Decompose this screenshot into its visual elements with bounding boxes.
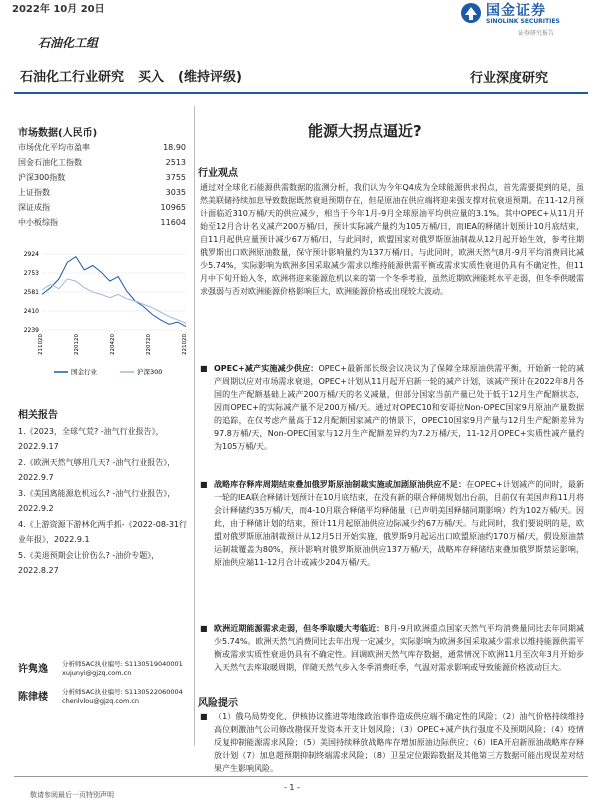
analyst-name: 陈律楼 — [18, 692, 48, 703]
market-label: 上证指数 — [18, 188, 50, 197]
market-value: 2513 — [165, 158, 186, 167]
header-divider — [14, 92, 588, 94]
bullet-dot-icon: ■ — [200, 364, 208, 373]
bullet-text — [214, 478, 584, 569]
x-tick-label: 220420 — [110, 334, 116, 355]
risk-text: （1）俄乌局势变化、伊核协议推进等地缘政治事件造成供应端不确定性的风险；（2）油气价格持续维持高位刺激油气公司修改勘探开发资本开支计划风险；（3）OPEC+减产执行强度不及预期风险；（4）疫情反复抑制能源需求风险；（5）美国持续释放战略库存增加原油边际供应；（6）IEA开启新原油战略库存释放计划（7）加息超预期抑制终端需求风险；（8）卫星定位跟踪数据及其他第三方数据可能出现误差对结果产生影响风险。 — [214, 712, 584, 773]
brand-name-cn: 国金证券 — [486, 3, 546, 19]
table-row — [18, 200, 186, 215]
y-tick-label: 2581 — [23, 289, 39, 296]
analyst-role: 分析师SAC执业编号: S1130522060004 — [62, 688, 183, 696]
column-divider — [194, 106, 195, 746]
market-value: 3035 — [165, 188, 186, 197]
list-item[interactable]: 4.《上游资源下游林化两手抓-《2022-08-31行业年报》，2022.9.1 — [18, 520, 188, 544]
market-value: 3755 — [165, 173, 186, 182]
bullet-lead: 欧洲近期能源需求走弱，但冬季取暖大考临近： — [214, 624, 385, 633]
analyst-name: 许隽逸 — [18, 664, 48, 675]
bullet-dot-icon: ■ — [200, 480, 208, 489]
index-trend-chart — [14, 246, 190, 386]
series-line — [42, 257, 186, 327]
rating-action: 买入 — [138, 70, 165, 85]
legend-label: 沪深300 — [137, 368, 163, 376]
bullet-lead: OPEC+减产实施减少供应： — [214, 364, 319, 373]
section-heading-view: 行业观点 — [198, 168, 238, 179]
footer-disclaimer[interactable]: 敬请参阅最后一页特别声明 — [30, 791, 114, 799]
table-row — [18, 170, 186, 185]
list-item[interactable]: 3.《美国离能源危机远么? -油气行业报告》，2022.9.2 — [18, 489, 176, 513]
brand-name-en: SINOLINK SECURITIES — [486, 18, 560, 25]
report-date: 2022年 10月 20日 — [12, 4, 105, 15]
bullet-body: OPEC+最新部长级会议决议为了保障全球原油供需平衡，开始新一轮的减产周期以应对市场需求衰退，OPEC+计划从11月起开启新一轮的减产计划，该减产预计在2022年8月各国的生产配额基础上减产200万桶/天的名义减量，但部分国家当前产量已处于低于12月生产配额状态，因而OPEC+的实际减产量不足200万桶/天。通过对OPEC10和安哥拉Non-OPEC国家9月原油产量数据的追踪，在仅考虑产量高于12月配额国家减产的情景下，OPEC10国家9月产量与12月生产配额差异为97.8万桶/天，Non-OPEC国家与12月生产配额差异约为7.2万桶/天，11-12月OPEC+实质性减产量约为105万桶/天。 — [214, 364, 584, 451]
bullet-europe — [200, 622, 584, 674]
analyst-email[interactable]: xujunyi@gjzq.com.cn — [62, 669, 132, 677]
related-reports-list — [18, 424, 190, 579]
x-tick-label: 211020 — [38, 334, 44, 355]
bullet-reserve — [200, 478, 584, 569]
market-data-table — [18, 140, 186, 230]
bullet-body: 8月-9月欧洲重点国家天然气平均消费量同比去年同期减少5.74%。欧洲天然气消费同比去年出现一定减少，实际影响为欧洲多国采取减少需求以维持能源供需平衡或需求实质性衰退仍具有不确定性。回调欧洲天然气库存数据，通常情况下欧洲11月至次年3月开始步入天然气去库取暖周期，伴随天然气步入冬季消费旺季，气温对需求影响或导致能源价格波动巨大。 — [214, 624, 584, 672]
y-tick-label: 2924 — [23, 251, 39, 258]
rating-note: (维持评级) — [178, 70, 242, 85]
list-item[interactable]: 1.《2023，全球气荒? -油气行业报告》，2022.9.17 — [18, 427, 164, 451]
brand-logo — [456, 0, 586, 40]
team-name: 石油化工组 — [38, 36, 99, 50]
analyst-info — [62, 660, 183, 678]
market-data-heading: 市场数据(人民币) — [18, 128, 98, 139]
sinolink-logo-icon — [460, 2, 482, 24]
market-label: 深证成指 — [18, 203, 50, 212]
brand-subtitle: 证券研究报告 — [518, 30, 555, 37]
y-tick-label: 2410 — [23, 308, 39, 315]
related-reports-heading: 相关报告 — [18, 410, 58, 421]
series-line — [42, 279, 186, 323]
bullet-text — [214, 622, 584, 674]
y-tick-label: 2239 — [23, 327, 39, 334]
bullet-lead: 战略库存释库周期结束叠加俄罗斯原油制裁实施或加剧原油供应不足： — [214, 480, 467, 489]
market-label: 市场优化平均市盈率 — [18, 143, 90, 152]
market-label: 中小板综指 — [18, 218, 58, 227]
industry-title: 石油化工行业研究 — [20, 70, 125, 85]
analyst-role: 分析师SAC执业编号: S1130519040001 — [62, 660, 183, 668]
page-number: - 1 - — [284, 783, 300, 792]
intro-paragraph: 通过对全球化石能源供需数据的监测分析，我们认为今年Q4成为全球能源供求拐点，首先需要提到的是，虽然美联储持续加息导致数据既然衰退预期存在，但是原油在供应端将迎来强支撑对抗衰退预期。在11-12月预计面临近310万桶/天的供应减少，相当于今年1月-9月全球原油平均供应量的3.1%。其中OPEC+从11月开始至12月合计名义减产200万桶/日，预计实际减产量约为105万桶/日，而IEA的释储计划预计10月底结束，自11月起供应量预计减少67万桶/日，与此同时，欧盟国家对俄罗斯原油制裁从12月起开始生效，参考往期俄罗斯出口欧洲原油数量，保守预计影响量约为137万桶/日。与此同时，欧洲天然气8月-9月平均消费同比减少5.74%，实际影响为欧洲多国采取减少需求以维持能源供需平衡或需求实质性衰退仍具有不确定性，但11月中下旬开始入冬，欧洲将迎来能源危机以来的第一个冬季考验，虽然近期欧洲能耗水平走弱，但冬季供暖需求强弱与否对欧洲能源价格影响巨大，欧洲能源价格或出现较大波动。 — [200, 183, 584, 296]
x-tick-label: 221020 — [182, 334, 188, 355]
analyst-email[interactable]: chenlvlou@gjzq.com.cn — [62, 697, 140, 705]
list-item[interactable]: 5.《美退预期会让价伤么? -油价专题》，2022.8.27 — [18, 551, 160, 575]
legend-label: 国金行业 — [71, 368, 97, 376]
industry-rating-bar — [20, 66, 256, 85]
market-value: 10965 — [160, 203, 186, 212]
analyst-info — [62, 688, 183, 706]
bullet-dot-icon: ■ — [200, 624, 208, 633]
bullet-text — [214, 362, 584, 453]
table-row — [18, 155, 186, 170]
risk-heading: 风险提示 — [198, 698, 238, 709]
y-tick-label: 2753 — [23, 270, 39, 277]
footer-divider — [14, 776, 588, 777]
x-tick-label: 220120 — [74, 334, 80, 355]
table-row — [18, 140, 186, 155]
report-type: 行业深度研究 — [470, 71, 549, 86]
list-item[interactable]: 2.《欧洲天然气够用几天? -油气行业报告》，2022.9.7 — [18, 458, 176, 482]
table-row — [18, 185, 186, 200]
market-label: 沪深300指数 — [18, 173, 66, 182]
bullet-dot-icon: ■ — [200, 712, 208, 721]
market-value: 18.90 — [163, 143, 186, 152]
market-label: 国金石油化工指数 — [18, 158, 82, 167]
bullet-body: 在OPEC+计划减产的同时，最新一轮的IEA联合释储计划预计在10月底结束，在没有新的联合释储规划出台前，目前仅有美国声称11月将会计释储约35万桶/天，而4-10月联合释储平均释储量（已声明美国释储同期影响）约为102万桶/天。因此，由于释储计划的结束，预计11月起原油供应边际减少约67万桶/天。与此同时，我们要说明的是，欧盟对俄罗斯原油制裁预计从12月5日开始实施，俄罗斯9月起运出口欧盟原油约170万桶/天，假设原油禁运制裁覆盖为80%，预计影响对俄罗斯原油供应137万桶/天，战略库存释储结束叠加俄罗斯禁运影响，原油供应端11-12月合计或减少204万桶/天。 — [214, 480, 585, 567]
risk-bullet — [200, 710, 584, 775]
report-title: 能源大拐点逼近? — [308, 122, 422, 140]
bullet-opec — [200, 362, 584, 453]
table-row — [18, 215, 186, 230]
analyst-block — [18, 660, 198, 714]
x-tick-label: 220720 — [146, 334, 152, 355]
market-value: 11604 — [160, 218, 186, 227]
